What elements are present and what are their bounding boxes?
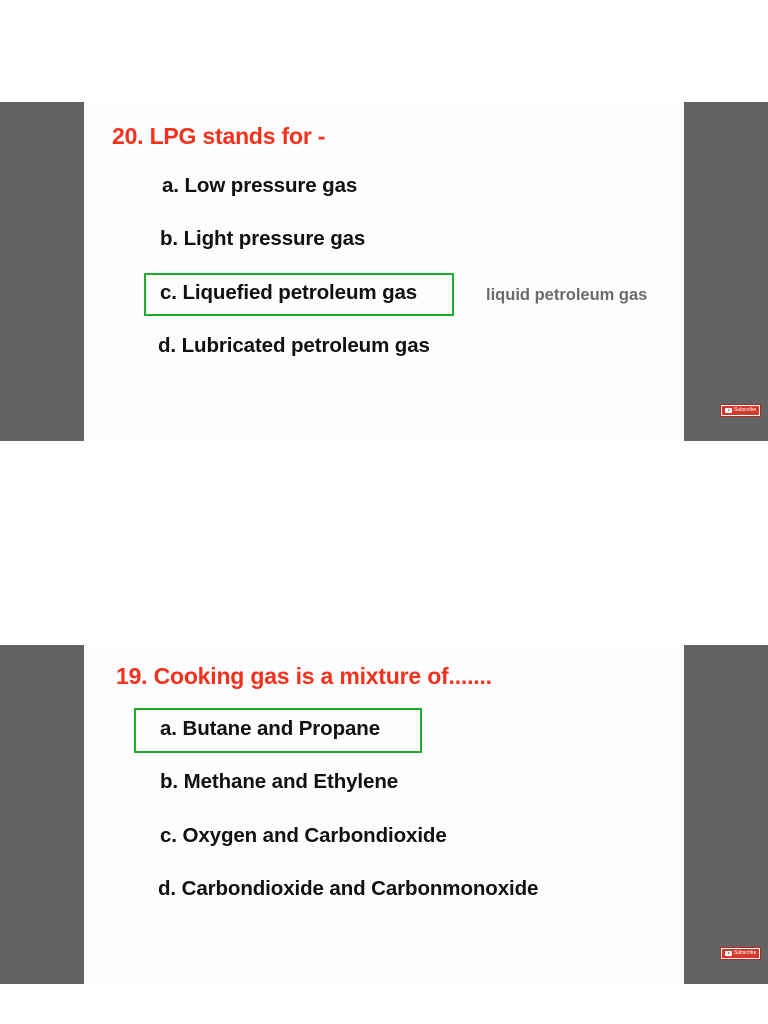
option-d: d. Lubricated petroleum gas: [158, 334, 430, 357]
question-title: 20. LPG stands for -: [112, 123, 326, 149]
video-frame-2: [0, 645, 768, 984]
subscribe-button[interactable]: [721, 948, 760, 959]
video-frame-1: [0, 102, 768, 441]
answer-note: liquid petroleum gas: [486, 286, 648, 304]
right-side-bar: [684, 645, 768, 984]
option-b: b. Light pressure gas: [160, 227, 366, 250]
question-title: 19. Cooking gas is a mixture of.......: [116, 663, 492, 689]
right-side-bar: [684, 102, 768, 441]
subscribe-button[interactable]: [721, 405, 760, 416]
subscribe-label: Subscribe: [734, 407, 757, 413]
quiz-slide-1: [84, 102, 684, 441]
option-a: a. Low pressure gas: [162, 174, 358, 197]
youtube-play-icon: [725, 408, 732, 413]
option-a: a. Butane and Propane: [160, 717, 381, 740]
left-side-bar: [0, 102, 84, 441]
option-c: c. Oxygen and Carbondioxide: [160, 824, 447, 847]
option-d: d. Carbondioxide and Carbonmonoxide: [158, 877, 539, 900]
option-b: b. Methane and Ethylene: [160, 770, 399, 793]
option-c: c. Liquefied petroleum gas: [160, 281, 418, 304]
quiz-slide-2: [84, 645, 684, 984]
youtube-play-icon: [725, 951, 732, 956]
subscribe-label: Subscribe: [734, 950, 757, 956]
left-side-bar: [0, 645, 84, 984]
